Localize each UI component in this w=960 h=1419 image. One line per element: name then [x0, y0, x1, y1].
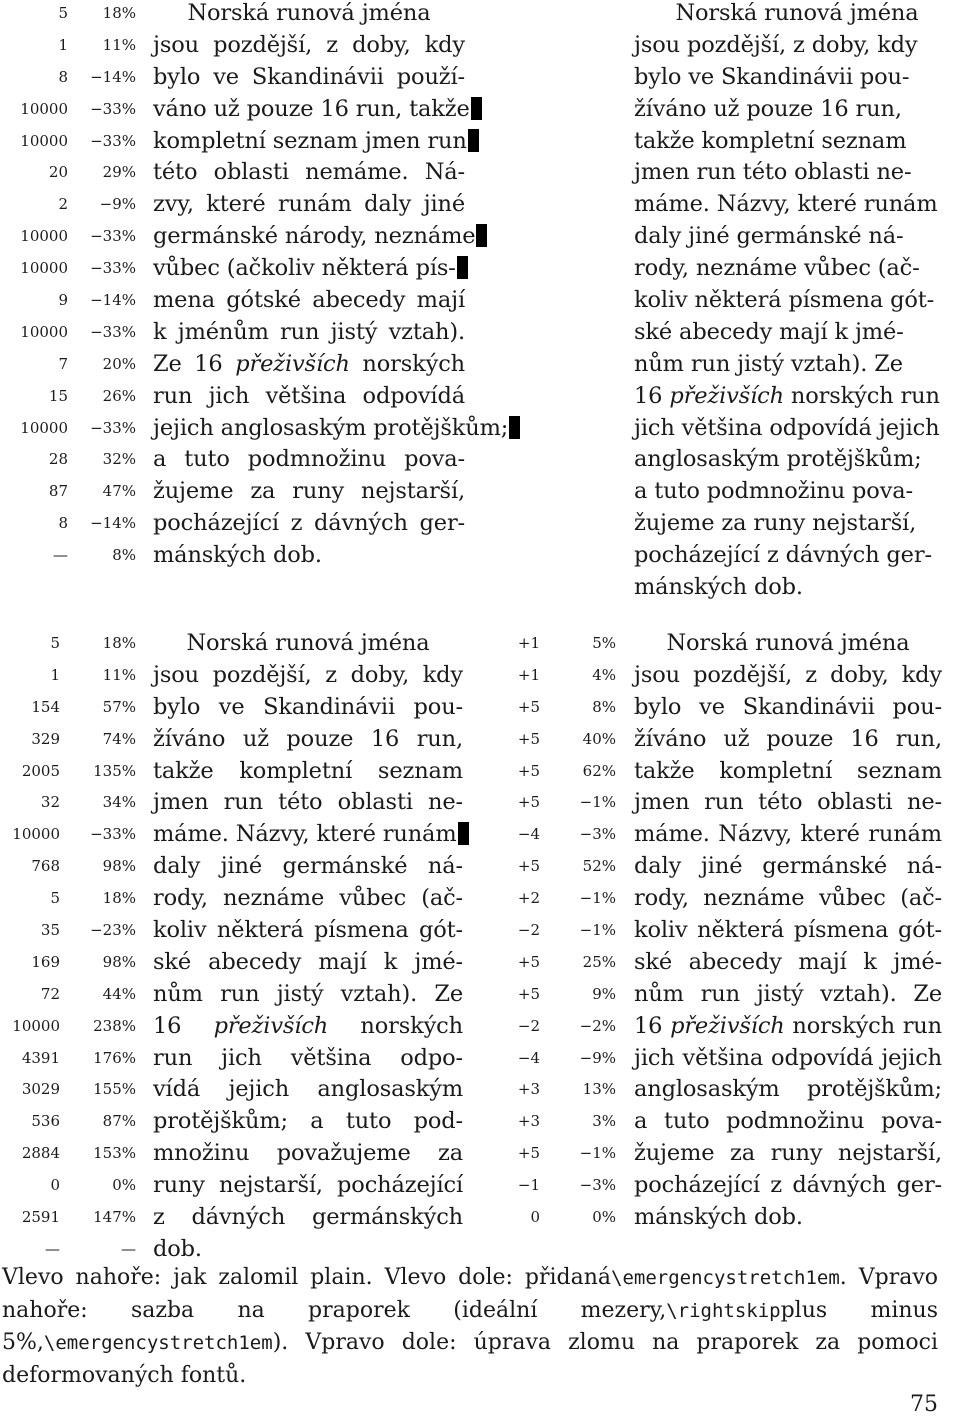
line-text-content: nům run jistý vztah). Ze [634, 350, 903, 377]
ratio-value: 18% [102, 634, 136, 652]
ratio-value: −3% [579, 825, 616, 844]
badness-value: 20 [48, 163, 68, 182]
ratio-value: 153% [93, 1144, 136, 1163]
badness-value: 10000 [12, 1016, 60, 1035]
line-text-content: vídá jejich anglosaským [153, 1076, 463, 1103]
badness-value: — [53, 546, 68, 565]
line-text-content: anglosaským protějškům; [634, 1076, 942, 1103]
ratio-value: 32% [102, 450, 136, 469]
line-text-content: jejich anglosaským protějškům; [153, 414, 509, 441]
badness-value: 1 [50, 665, 60, 684]
line-text [153, 947, 463, 979]
line-text-content: takže kompletní seznam [153, 757, 463, 784]
line-text [634, 349, 960, 381]
line-text-content: germánské národy, neznáme [153, 223, 476, 250]
line-text [634, 1202, 942, 1234]
line-text-part: 16 [153, 1012, 214, 1039]
line-text-part: Ze 16 [153, 350, 236, 377]
ratio-value: −3% [579, 1176, 616, 1195]
line-text [153, 819, 463, 851]
line-text [153, 1138, 463, 1170]
line-text [153, 317, 465, 349]
line-text [634, 189, 960, 221]
line-text [634, 692, 942, 724]
line-text-content: z dávných germánských [153, 1204, 463, 1231]
ratio-value: −33% [90, 131, 136, 150]
line-text [634, 660, 942, 692]
badness-value: −2 [517, 921, 540, 940]
ratio-value: 147% [93, 1208, 136, 1227]
line-text-content: daly jiné germánské ná- [634, 223, 904, 250]
badness-value: 5 [50, 634, 60, 652]
badness-value: 32 [40, 793, 60, 812]
overfull-box-marker [476, 224, 487, 247]
badness-value: 10000 [12, 825, 60, 844]
badness-value: 15 [48, 386, 68, 405]
caption-command-2: \rightskip [666, 1299, 781, 1322]
ratio-value: −33% [90, 259, 136, 278]
line-text-content: anglosaským protějškům; [634, 446, 922, 473]
line-text-content: k jménům run jistý vztah). [153, 318, 465, 345]
badness-value: 169 [31, 952, 60, 971]
line-text-content: mánských dob. [634, 1204, 803, 1231]
line-text [153, 253, 465, 285]
line-text [153, 189, 465, 221]
line-text-content: koliv některá písmena gót- [153, 917, 463, 944]
line-text-content: ské abecedy mají k jmé- [153, 948, 463, 975]
line-text-content: jsou pozdější, z doby, kdy [634, 31, 918, 58]
badness-value: +5 [517, 761, 540, 780]
badness-value: +2 [517, 889, 540, 908]
badness-value: 10000 [20, 259, 68, 278]
line-text-content: žíváno už pouze 16 run, [153, 725, 463, 752]
line-text-part: 16 [634, 1012, 671, 1039]
line-text-content: mena gótské abecedy mají [153, 287, 465, 314]
badness-value: 10000 [20, 322, 68, 341]
ratio-value: 18% [102, 4, 136, 22]
line-text [634, 381, 960, 413]
line-text-content: pocházející z dávných ger- [634, 1172, 942, 1199]
line-text-content: máme. Názvy, které runám [153, 821, 457, 848]
line-text [153, 381, 465, 413]
line-text-content: bylo ve Skandinávii pou- [634, 693, 942, 720]
ratio-value: 4% [592, 665, 616, 684]
ratio-value: −1% [579, 889, 616, 908]
line-text [153, 157, 465, 189]
line-text [153, 660, 463, 692]
caption-text-2: . Vpravo nahoře: sazba na praporek (ideální mezery, [2, 1265, 939, 1323]
ratio-value: −33% [90, 418, 136, 437]
line-text-content: bylo ve Skandinávii pou- [153, 693, 463, 720]
line-text [153, 1170, 463, 1202]
line-text-content: máme. Názvy, které runám [634, 191, 938, 218]
line-text [634, 62, 960, 94]
line-text-content: žujeme za runy nejstarší, [153, 478, 465, 505]
badness-value: 2591 [21, 1208, 60, 1227]
badness-value: +3 [517, 1080, 540, 1099]
ratio-value: −33% [90, 322, 136, 341]
line-text [153, 1043, 463, 1075]
line-text-content: nům run jistý vztah). Ze [153, 980, 463, 1007]
badness-value: 2005 [21, 761, 60, 780]
ratio-value: 40% [582, 729, 616, 748]
badness-value: +5 [517, 729, 540, 748]
badness-value: 0 [530, 1208, 540, 1227]
badness-value: 0 [50, 1176, 60, 1195]
ratio-value: 25% [582, 952, 616, 971]
line-text-content: jich většina odpovídá jejich [634, 414, 940, 441]
ratio-value: 176% [93, 1048, 136, 1067]
ratio-value: 9% [592, 984, 616, 1003]
line-text-content: jsou pozdější, z doby, kdy [153, 661, 463, 688]
line-text-content: mánských dob. [634, 574, 803, 601]
line-text [153, 540, 465, 572]
line-text-content: jmen run této oblasti ne- [634, 159, 912, 186]
badness-value: 768 [31, 857, 60, 876]
badness-value: 8 [58, 514, 68, 533]
badness-value: 4391 [21, 1048, 60, 1067]
line-text [634, 851, 942, 883]
badness-value: 10000 [20, 99, 68, 118]
line-text [634, 317, 960, 349]
line-text-content: nům run jistý vztah). Ze [634, 980, 942, 1007]
line-text [634, 915, 942, 947]
line-text [634, 1170, 942, 1202]
line-text [634, 253, 960, 285]
line-text [153, 787, 463, 819]
caption-text-4: ). Vpravo dole: úprava zlomu na praporek za pomoci deformovaných fontů. [2, 1330, 938, 1388]
overfull-box-marker [471, 97, 482, 120]
line-text-content: této oblasti nemáme. Ná- [153, 159, 465, 186]
ratio-value: 13% [582, 1080, 616, 1099]
line-text [634, 508, 960, 540]
ratio-value: 155% [93, 1080, 136, 1099]
badness-value: 10000 [20, 227, 68, 246]
caption-command-3: \emergencystretch1em [43, 1332, 273, 1354]
line-text-content: bylo ve Skandinávii použí- [153, 63, 465, 90]
ratio-value: −23% [90, 921, 136, 940]
line-text-content: rody, neznáme vůbec (ač- [634, 885, 942, 912]
line-text-content: Norská runová jména [666, 630, 910, 656]
ratio-value: −1% [579, 1144, 616, 1163]
badness-value: 7 [58, 354, 68, 373]
ratio-value: −14% [90, 67, 136, 86]
badness-value: 10000 [20, 131, 68, 150]
line-text [634, 476, 960, 508]
ratio-value: 29% [102, 163, 136, 182]
line-text [153, 221, 476, 253]
badness-value: +5 [517, 984, 540, 1003]
overfull-box-marker [457, 256, 468, 279]
ratio-value: −33% [90, 99, 136, 118]
ratio-value: 8% [112, 546, 136, 565]
line-text [634, 540, 960, 572]
line-text [634, 1011, 942, 1043]
ratio-value: 98% [102, 952, 136, 971]
line-text-content: jich většina odpovídá jejich [634, 1044, 942, 1071]
badness-value: 536 [31, 1112, 60, 1131]
line-text-content: bylo ve Skandinávii pou- [634, 63, 910, 90]
line-text [634, 1074, 942, 1106]
line-text [634, 30, 960, 62]
line-text [634, 572, 960, 604]
ratio-value: 238% [93, 1016, 136, 1035]
badness-value: −4 [517, 1048, 540, 1067]
ratio-value: 47% [102, 482, 136, 501]
badness-value: 3029 [21, 1080, 60, 1099]
badness-value: +5 [517, 952, 540, 971]
line-text-content: rody, neznáme vůbec (ač- [634, 255, 920, 282]
line-text-part: norských run [783, 382, 940, 409]
badness-value: 1 [58, 35, 68, 54]
figure-caption [2, 1262, 938, 1391]
line-text [153, 476, 465, 508]
line-text-content: takže kompletní seznam [634, 127, 907, 154]
line-text [153, 62, 465, 94]
line-text-content: zvy, které runám daly jiné [153, 191, 465, 218]
badness-value: +5 [517, 793, 540, 812]
ratio-value: −1% [579, 793, 616, 812]
ratio-value: 34% [102, 793, 136, 812]
line-text-content: Norská runová jména [675, 0, 919, 26]
emphasized-word: přeživších [669, 382, 784, 409]
line-text [634, 756, 942, 788]
line-text [153, 94, 470, 126]
line-text-content: protějškům; a tuto pod- [153, 1108, 463, 1135]
ratio-value: 74% [102, 729, 136, 748]
line-text [153, 692, 463, 724]
line-text-content: ské abecedy mají k jmé- [634, 318, 904, 345]
line-text [634, 787, 942, 819]
line-text [634, 413, 960, 445]
line-text [634, 947, 942, 979]
line-text [634, 1106, 942, 1138]
ratio-value: 52% [582, 857, 616, 876]
line-text-content: jsou pozdější, z doby, kdy [153, 31, 465, 58]
line-text [153, 508, 465, 540]
line-text [153, 756, 463, 788]
badness-value: 10000 [20, 418, 68, 437]
ratio-value: 135% [93, 761, 136, 780]
ratio-value: 87% [102, 1112, 136, 1131]
line-text-part: 16 [634, 382, 670, 409]
ratio-value: −9% [99, 195, 136, 214]
line-text [153, 413, 509, 445]
ratio-value: 3% [592, 1112, 616, 1131]
emphasized-word: přeživších [235, 350, 350, 377]
line-text-content: mánských dob. [153, 542, 322, 569]
line-text-content: takže kompletní seznam [634, 757, 942, 784]
line-text-content: a tuto podmnožinu pova- [634, 478, 913, 505]
line-text [634, 157, 960, 189]
ratio-value: 44% [102, 984, 136, 1003]
ratio-value: −33% [90, 825, 136, 844]
page-number: 75 [910, 1392, 938, 1417]
ratio-value: — [121, 1239, 136, 1258]
line-text-content: žujeme za runy nejstarší, [634, 1140, 942, 1167]
line-text-content: daly jiné germánské ná- [153, 853, 463, 880]
caption-text-3: plus minus 5%, [2, 1297, 938, 1355]
badness-value: 87 [48, 482, 68, 501]
ratio-value: 0% [592, 1208, 616, 1227]
badness-value: −1 [517, 1176, 540, 1195]
caption-command-1: \emergencystretch1em [611, 1267, 840, 1289]
ratio-value: 11% [102, 35, 136, 54]
line-text [634, 1138, 942, 1170]
badness-value: 35 [40, 921, 60, 940]
line-text-part: norských [328, 1012, 463, 1039]
line-text-content: Norská runová jména [186, 630, 430, 656]
line-text-content: množinu považujeme za [153, 1140, 463, 1167]
ratio-value: 18% [102, 889, 136, 908]
ratio-value: −14% [90, 291, 136, 310]
line-text-content: máme. Názvy, které runám [634, 821, 942, 848]
badness-value: 72 [40, 984, 60, 1003]
line-text-part: norských run [784, 1012, 942, 1039]
line-text [153, 851, 463, 883]
line-text [634, 724, 942, 756]
line-text [153, 285, 465, 317]
emphasized-word: přeživších [670, 1012, 785, 1039]
line-text [153, 628, 463, 660]
ratio-value: −9% [579, 1048, 616, 1067]
line-text-content: pocházející z dávných ger- [153, 510, 465, 537]
ratio-value: 5% [592, 634, 616, 652]
caption-text-1: Vlevo nahoře: jak zalomil plain. Vlevo dole: přidaná [2, 1265, 612, 1290]
badness-value: −2 [517, 1016, 540, 1035]
badness-value: — [45, 1239, 60, 1258]
line-text [153, 915, 463, 947]
line-text-content: a tuto podmnožinu pova- [153, 446, 465, 473]
line-text-content: vůbec (ačkoliv některá pís- [153, 255, 456, 282]
line-text-content: runy nejstarší, pocházející [153, 1172, 463, 1199]
line-text-content: žíváno už pouze 16 run, [634, 725, 942, 752]
badness-value: 2 [58, 195, 68, 214]
line-text [153, 444, 465, 476]
line-text-part: norských [349, 350, 465, 377]
line-text-content: koliv některá písmena gót- [634, 917, 942, 944]
badness-value: 2884 [21, 1144, 60, 1163]
ratio-value: −2% [579, 1016, 616, 1035]
badness-value: 28 [48, 450, 68, 469]
line-text [634, 444, 960, 476]
badness-value: 154 [31, 697, 60, 716]
line-text [153, 1202, 463, 1234]
ratio-value: −14% [90, 514, 136, 533]
line-text-content: jmen run této oblasti ne- [634, 789, 942, 816]
line-text [153, 883, 463, 915]
line-text-content: žíváno už pouze 16 run, [634, 95, 902, 122]
ratio-value: 98% [102, 857, 136, 876]
ratio-value: 8% [592, 697, 616, 716]
line-text [153, 724, 463, 756]
badness-value: +3 [517, 1112, 540, 1131]
ratio-value: −33% [90, 227, 136, 246]
badness-value: 8 [58, 67, 68, 86]
line-text [634, 94, 960, 126]
badness-value: +5 [517, 857, 540, 876]
badness-value: 5 [50, 889, 60, 908]
ratio-value: −1% [579, 921, 616, 940]
line-text [153, 1074, 463, 1106]
line-text-content: rody, neznáme vůbec (ač- [153, 885, 463, 912]
badness-value: 5 [58, 4, 68, 22]
line-text [153, 126, 465, 158]
line-text [153, 30, 465, 62]
line-text-content: pocházející z dávných ger- [634, 542, 932, 569]
line-text [634, 285, 960, 317]
line-text-content: dob. [153, 1235, 202, 1262]
overfull-box-marker [458, 822, 469, 845]
line-text [634, 883, 942, 915]
line-text [634, 979, 942, 1011]
line-text [634, 628, 942, 660]
line-text-content: jmen run této oblasti ne- [153, 789, 463, 816]
line-text [634, 0, 960, 30]
emphasized-word: přeživších [213, 1012, 329, 1039]
line-text [634, 221, 960, 253]
line-text-content: koliv některá písmena gót- [634, 287, 935, 314]
line-text-content: váno už pouze 16 run, takže [153, 95, 470, 122]
line-text-content: kompletní seznam jmen run [153, 127, 467, 154]
line-text-content: a tuto podmnožinu pova- [634, 1108, 942, 1135]
line-text [153, 0, 465, 30]
badness-value: −4 [517, 825, 540, 844]
line-text-content: ské abecedy mají k jmé- [634, 948, 942, 975]
ratio-value: 26% [102, 386, 136, 405]
line-text [634, 819, 942, 851]
line-text-content: žujeme za runy nejstarší, [634, 510, 917, 537]
line-text-content: jsou pozdější, z doby, kdy [634, 661, 942, 688]
line-text-content: Norská runová jména [187, 0, 431, 26]
line-text-content: run jich většina odpovídá [153, 382, 465, 409]
ratio-value: 57% [102, 697, 136, 716]
badness-value: 9 [58, 291, 68, 310]
line-text [153, 1106, 463, 1138]
ratio-value: 20% [102, 354, 136, 373]
line-text [634, 126, 960, 158]
line-text [153, 979, 463, 1011]
line-text [153, 349, 465, 381]
badness-value: +5 [517, 697, 540, 716]
ratio-value: 0% [112, 1176, 136, 1195]
badness-value: +5 [517, 1144, 540, 1163]
line-text [634, 1043, 942, 1075]
line-text-content: run jich většina odpo- [153, 1044, 463, 1071]
line-text-content: daly jiné germánské ná- [634, 853, 942, 880]
ratio-value: 62% [582, 761, 616, 780]
line-text [153, 1011, 463, 1043]
badness-value: 329 [31, 729, 60, 748]
ratio-value: 11% [102, 665, 136, 684]
badness-value: +1 [517, 665, 540, 684]
badness-value: +1 [517, 634, 540, 652]
overfull-box-marker [468, 129, 479, 152]
overfull-box-marker [509, 416, 520, 439]
